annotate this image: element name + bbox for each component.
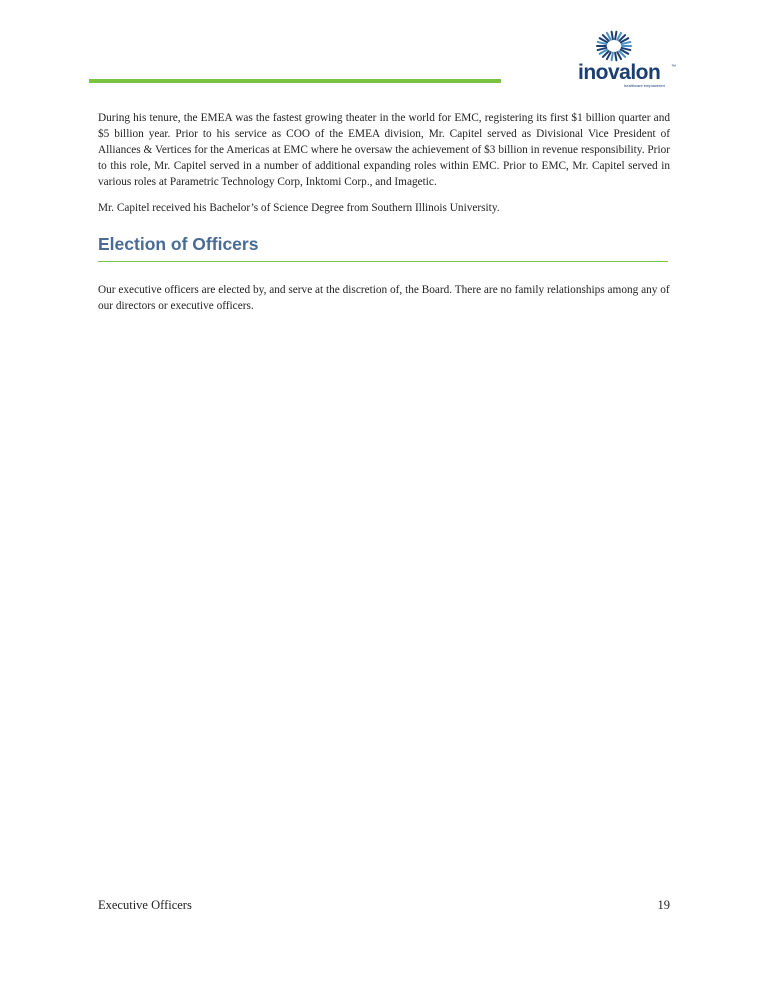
body-paragraph-1: During his tenure, the EMEA was the fastest growing theater in the world for EMC, registering its first $1 billion quarter and $5 billion year. Prior to his service as COO of the EMEA division, Mr. Capitel served as Divisional Vice President of Alliances & Vertices for the Americas at EMC where he oversaw the achievement of $3 billion in revenue responsibility. Prior to this role, Mr. Capitel served in a number of additional expanding roles within EMC. Prior to EMC, Mr. Capitel served in various roles at Parametric Technology Corp, Inktomi Corp., and Imagetic. — [98, 112, 670, 188]
footer-section-label: Executive Officers — [98, 898, 192, 912]
logo-ray — [598, 42, 607, 44]
logo-ray — [598, 48, 607, 50]
section-heading: Election of Officers — [98, 234, 259, 254]
section-heading-rule — [98, 261, 668, 262]
footer-page-number: 19 — [657, 898, 670, 912]
inovalon-logo — [576, 26, 678, 92]
logo-tagline: healthcare empowered — [624, 83, 665, 88]
logo-trademark: ™ — [671, 64, 676, 70]
body-paragraph-2: Mr. Capitel received his Bachelor’s of Science Degree from Southern Illinois University. — [98, 202, 500, 214]
starburst-logo-icon — [592, 26, 636, 64]
header-divider — [89, 79, 501, 83]
body-paragraph-3: Our executive officers are elected by, and serve at the discretion of, the Board. There are no family relationships among any of our directors or executive officers. — [98, 284, 670, 312]
logo-wordmark: inovalon — [578, 61, 661, 84]
logo-ray — [622, 48, 631, 50]
logo-ray — [612, 53, 613, 61]
logo-ray — [612, 32, 613, 40]
logo-ray — [622, 42, 631, 44]
logo-ray — [615, 53, 616, 61]
logo-ray — [615, 32, 616, 40]
